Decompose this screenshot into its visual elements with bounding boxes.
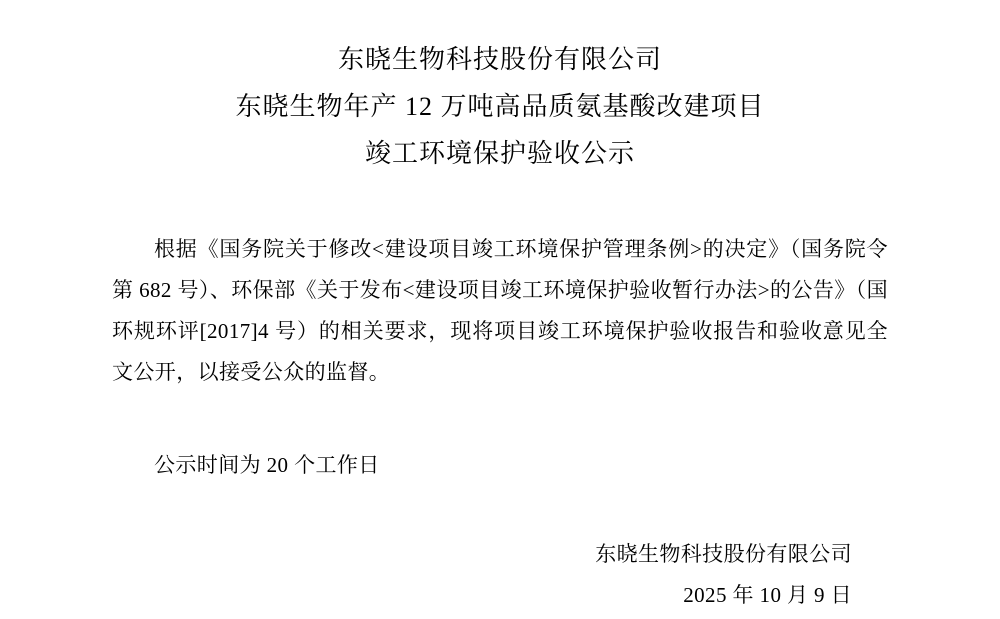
document-title xyxy=(0,0,1000,177)
title-line-company: 东晓生物科技股份有限公司 xyxy=(337,45,662,74)
paragraph-basis: 根据《国务院关于修改<建设项目竣工环境保护管理条例>的决定》（国务院令第 682 号）、环保部《关于发布<建设项目竣工环境保护验收暂行办法>的公告》（国环规环评[2017]4 号）的相关要求，现将项目竣工环境保护验收报告和验收意见全文公开，以接受公众的监督。 xyxy=(112,237,888,384)
title-line-subject: 竣工环境保护验收公示 xyxy=(364,139,635,168)
document-body xyxy=(0,229,1000,486)
signature-date: 2025 年 10 月 9 日 xyxy=(683,583,852,607)
signature-company: 东晓生物科技股份有限公司 xyxy=(595,542,852,566)
document-signature xyxy=(0,534,1000,616)
paragraph-notice-period: 公示时间为 20 个工作日 xyxy=(154,453,380,477)
title-line-project: 东晓生物年产 12 万吨高品质氨基酸改建项目 xyxy=(235,92,765,121)
